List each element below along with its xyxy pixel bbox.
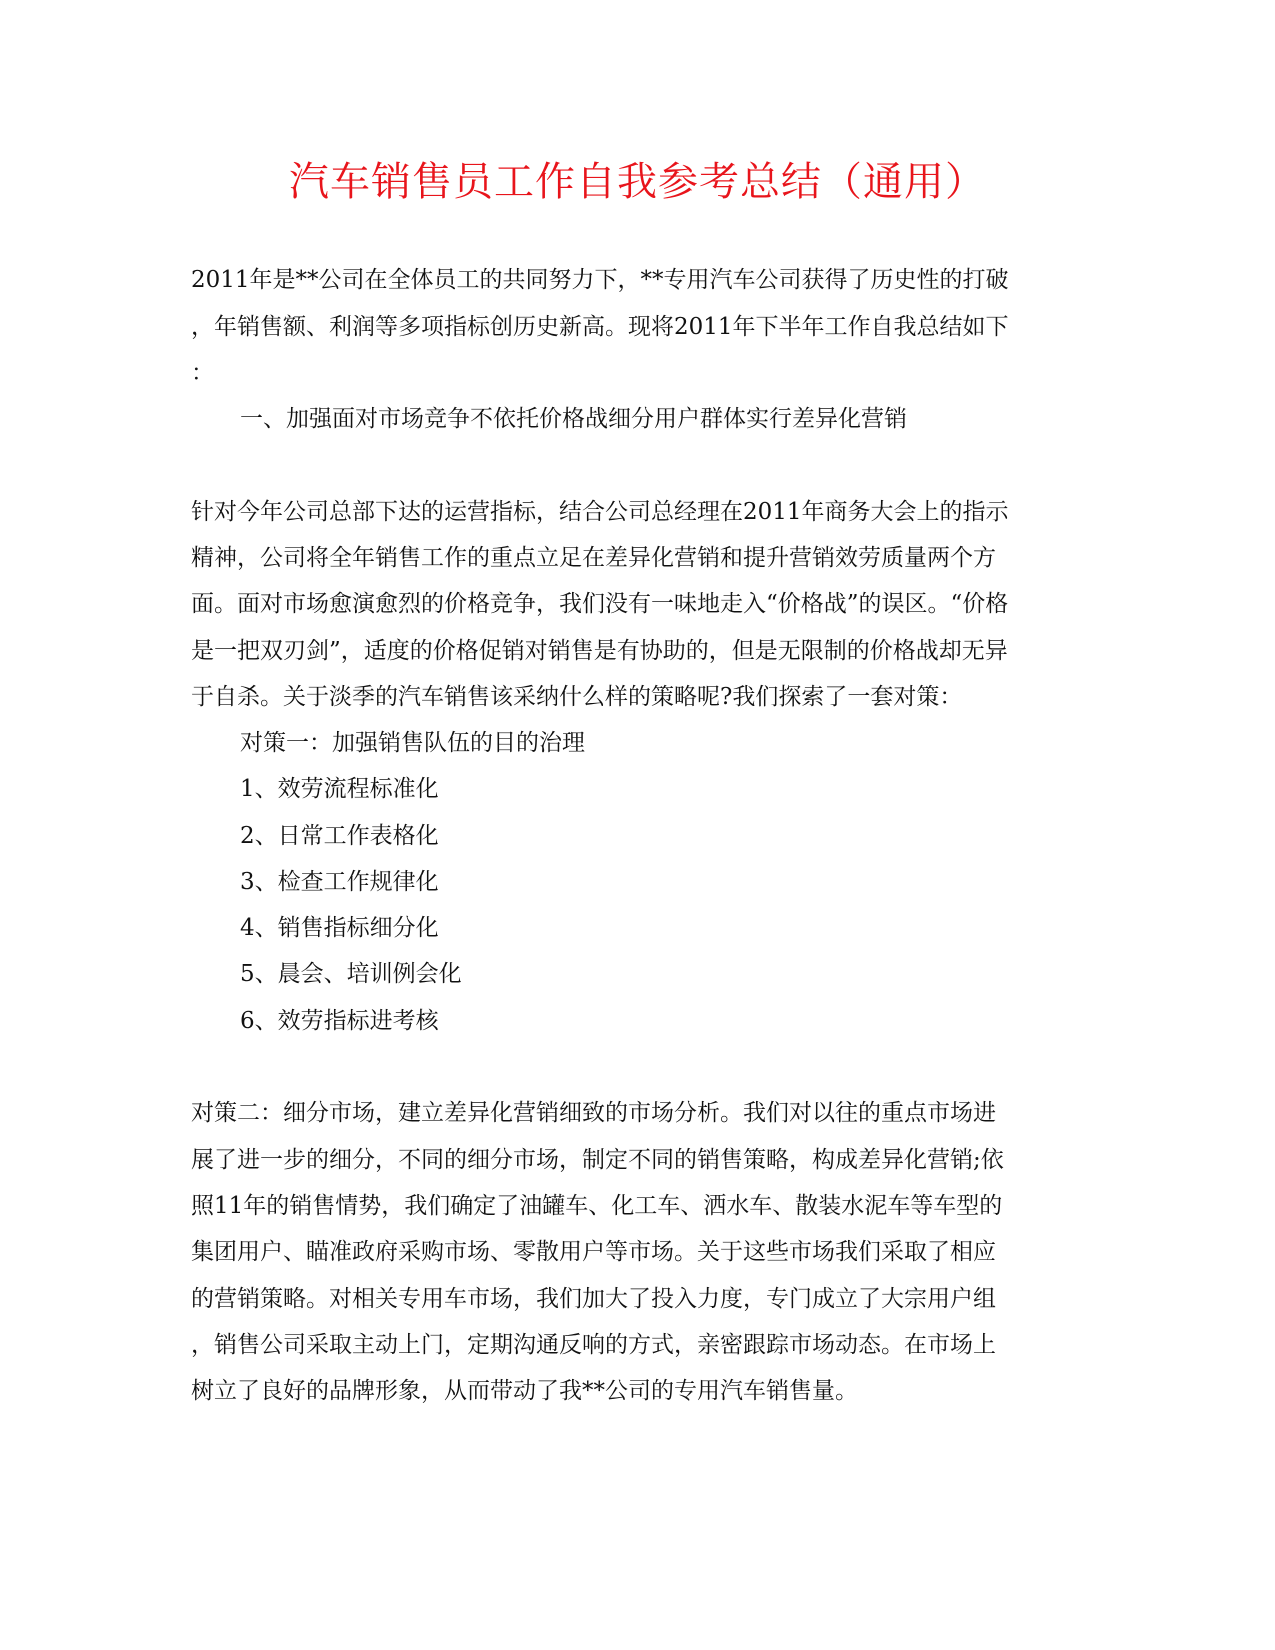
paragraph-2-line-2: 精神，公司将全年销售工作的重点立足在差异化营销和提升营销效劳质量两个方 bbox=[191, 545, 996, 571]
document-title: 汽车销售员工作自我参考总结（通用） bbox=[289, 159, 986, 205]
paragraph-3-line-7: 树立了良好的品牌形象，从而带动了我**公司的专用汽车销售量。 bbox=[191, 1378, 858, 1404]
paragraph-2-line-3: 面。面对市场愈演愈烈的价格竞争，我们没有一味地走入“价格战”的误区。“价格 bbox=[191, 591, 1009, 617]
paragraph-3-line-2: 展了进一步的细分，不同的细分市场，制定不同的销售策略，构成差异化营销;依 bbox=[191, 1147, 1004, 1173]
strategy-1-heading: 对策一：加强销售队伍的目的治理 bbox=[240, 730, 585, 756]
paragraph-2-line-5: 于自杀。关于淡季的汽车销售该采纳什么样的策略呢?我们探索了一套对策： bbox=[191, 684, 963, 710]
paragraph-2-line-4: 是一把双刃剑”，适度的价格促销对销售是有协助的，但是无限制的价格战却无异 bbox=[191, 638, 1008, 664]
paragraph-2-line-1: 针对今年公司总部下达的运营指标，结合公司总经理在2011年商务大会上的指示 bbox=[191, 499, 1009, 525]
paragraph-3-line-5: 的营销策略。对相关专用车市场，我们加大了投入力度，专门成立了大宗用户组 bbox=[191, 1286, 996, 1312]
strategy-1-item-1: 1、效劳流程标准化 bbox=[240, 776, 439, 802]
intro-line-2: ，年销售额、利润等多项指标创历史新高。现将2011年下半年工作自我总结如下 bbox=[191, 314, 1009, 340]
strategy-1-item-2: 2、日常工作表格化 bbox=[240, 823, 439, 849]
intro-line-1: 2011年是**公司在全体员工的共同努力下，**专用汽车公司获得了历史性的打破 bbox=[191, 267, 1009, 293]
intro-line-3: ： bbox=[191, 360, 214, 386]
section-heading-1: 一、加强面对市场竞争不依托价格战细分用户群体实行差异化营销 bbox=[240, 406, 907, 432]
paragraph-3-line-1: 对策二：细分市场，建立差异化营销细致的市场分析。我们对以往的重点市场进 bbox=[191, 1100, 996, 1126]
paragraph-3-line-3: 照11年的销售情势，我们确定了油罐车、化工车、洒水车、散装水泥车等车型的 bbox=[191, 1193, 1003, 1219]
strategy-1-item-3: 3、检查工作规律化 bbox=[240, 869, 439, 895]
paragraph-3-line-4: 集团用户、瞄准政府采购市场、零散用户等市场。关于这些市场我们采取了相应 bbox=[191, 1239, 996, 1265]
strategy-1-item-5: 5、晨会、培训例会化 bbox=[240, 961, 462, 987]
strategy-1-item-4: 4、销售指标细分化 bbox=[240, 915, 439, 941]
strategy-1-item-6: 6、效劳指标进考核 bbox=[240, 1008, 439, 1034]
paragraph-3-line-6: ，销售公司采取主动上门，定期沟通反响的方式，亲密跟踪市场动态。在市场上 bbox=[191, 1332, 996, 1358]
